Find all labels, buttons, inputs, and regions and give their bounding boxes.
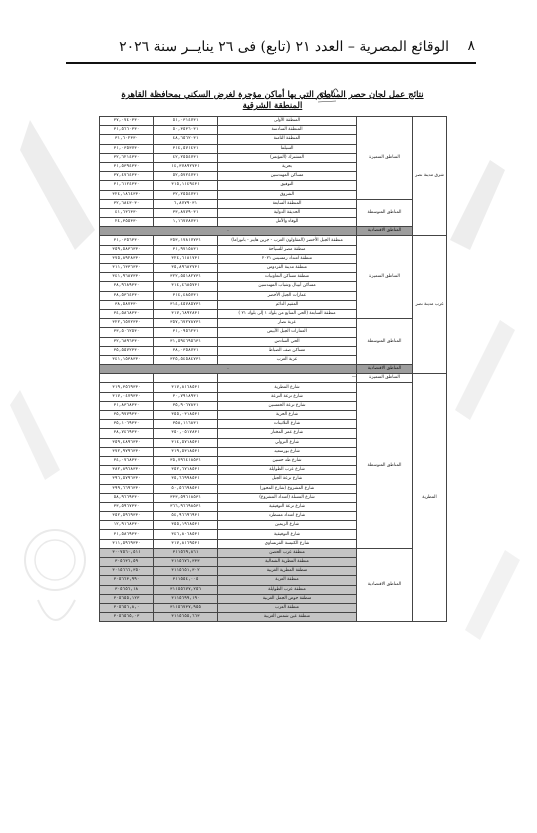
value-cell-1: ٣٥٨,١١٦٨٣١ — [154, 420, 218, 429]
value-cell-2: ٣١١,٦٣٣٦٣٣٠ — [100, 264, 154, 273]
value-cell-1: ١٤,٣٧٨٩٢٧٣١ — [154, 162, 218, 171]
area-name-cell: منطقة المطرية الغربية — [218, 567, 357, 576]
empty-cell: — — [218, 374, 357, 383]
value-cell-1: ٣١,٠٩٥٦٢٣١ — [154, 328, 218, 337]
area-type-cell: المناطق الاقتصادية — [357, 365, 413, 374]
value-cell-1: ٣١١٥٦٧٣٧,٩٥٥ — [154, 603, 218, 612]
area-name-cell: المشترك (المؤتمر) — [218, 153, 357, 162]
value-cell-2: ٣١,٦١٢٤٣٣٠ — [100, 181, 154, 190]
area-name-cell: شارع الكنيسة الفرنساوي — [218, 539, 357, 548]
area-name-cell: شارع الحرية — [218, 411, 357, 420]
table-row — [100, 236, 447, 245]
area-name-cell: مساكن أبيبال وشباب المهندسين — [218, 282, 357, 291]
value-cell-2: ٣٤,٥٨٦٨٣٣٠ — [100, 309, 154, 318]
area-name-cell: شارع الترولي — [218, 438, 357, 447]
value-cell-1: ٣١,٥٩٤٦٩٥٦٣١ — [154, 337, 218, 346]
value-cell-1: ٣١٤,٤٦٨٥٧٣١ — [154, 282, 218, 291]
separator-cell: - — [100, 227, 357, 236]
area-name-cell: شارع المطرية — [218, 383, 357, 392]
area-name-cell: منطقة عرب الطوايلة — [218, 585, 357, 594]
area-name-cell: شارع الزيمين — [218, 521, 357, 530]
value-cell-1: ٥٢,٥٧٢٤٧٣١ — [154, 172, 218, 181]
value-cell-2: ٣٠١٥٦٦٦,٣٥٠ — [100, 567, 154, 576]
value-cell-2: ٣٧,٤٧٦٤٣٣٠ — [100, 172, 154, 181]
area-name-cell: مساكن المهندسين — [218, 172, 357, 181]
area-name-cell: التوفيق — [218, 181, 357, 190]
area-name-cell: العمارات الجبل الأبيض — [218, 328, 357, 337]
area-name-cell: منطقة عين شمس الغربية — [218, 613, 357, 622]
value-cell-2: ٣٨,٩٦٨٩٣٣٠ — [100, 282, 154, 291]
area-name-cell: شارع ترعة الترعة — [218, 392, 357, 401]
value-cell-1: ٣٥,٦٦٩٩٨٥٣١ — [154, 475, 218, 484]
value-cell-1: ٣٥,٩٠٦٧٨٣١ — [154, 401, 218, 410]
value-cell-2: ٣٨,٥٨٧٣٣٠ — [100, 300, 154, 309]
value-cell-1: ٣١٤,٤٥٧٨٥٧٣١ — [154, 300, 218, 309]
value-cell-1: ٣١٩,٥٣١٨٥٣١ — [154, 447, 218, 456]
value-cell-2: ٣٤,٠٧٦٨٣٣٠ — [100, 456, 154, 465]
value-cell-1: ٣١٥,١١٤٩٤٣١ — [154, 181, 218, 190]
value-cell-1: ٣١١٥٥٤,٠٠٥ — [154, 576, 218, 585]
value-cell-2: ٣٧٢,٩٧٩٦٣٣٠ — [100, 447, 154, 456]
value-cell-2: ٢٤,٣٥٥٣٣٠ — [100, 218, 154, 227]
area-type-cell: المناطق المتوسطة — [357, 319, 413, 365]
value-cell-2: ٣٩٩,٦٦٩٦٣٣٠ — [100, 484, 154, 493]
value-cell-2: ٣٧٥,٨٩٢٨٣٣٠ — [100, 254, 154, 263]
city-cell: غرب مدينة نصر — [413, 236, 447, 374]
area-type-cell: المناطق المتوسطة — [357, 199, 413, 227]
value-cell-2: ٣٢٢,٦٥٧٢٣٣٠ — [100, 319, 154, 328]
area-name-cell: المقيم الدائم — [218, 300, 357, 309]
value-cell-2: ٣٢,٦٢١٤٣٣٠ — [100, 153, 154, 162]
value-cell-2: ٣١,٨٣٦٨٣٣٠ — [100, 401, 154, 410]
area-name-cell: منطقة حوض الجمل الغربية — [218, 594, 357, 603]
value-cell-1: ٣٨,٠٣٥٨٧٣١ — [154, 346, 218, 355]
value-cell-2: ٣٥٩,٥٨٣٦٣٣٠ — [100, 245, 154, 254]
separator-cell: - — [100, 365, 357, 374]
value-cell-1: ٣١١٥٦٥٥,٦٦٣ — [154, 613, 218, 622]
table-row — [100, 117, 447, 126]
value-cell-2: ٣٨٢,٨٩٦٨٣٣٠ — [100, 466, 154, 475]
value-cell-1: ٥٠,٣٥٣٦٠٣١ — [154, 126, 218, 135]
value-cell-1: ٣٢٤,٦١٨١٧٣١ — [154, 254, 218, 263]
value-cell-1: ١,١٦٧٧٨٧٣١ — [154, 218, 218, 227]
value-cell-2: ٣٢,٦٨٤٣٠٣٠ — [100, 199, 154, 208]
area-name-cell: عزبة العرب — [218, 355, 357, 364]
value-cell-2: ٣٠٠٧٥٦٠,٥١١ — [100, 548, 154, 557]
value-cell-2: ٣١,٦٠٢٣٣٠ — [100, 135, 154, 144]
value-cell-1: ٣٥٥,١٩٦٨٥٣١ — [154, 521, 218, 530]
value-cell-2: ٣٥,٥٥٧٢٣٣٠ — [100, 346, 154, 355]
value-cell-1: ٣٠,٧٩١٨٩٣١ — [154, 392, 218, 401]
value-cell-2: ٣١,٥٣٩٤٣٣٠ — [100, 162, 154, 171]
value-cell-2: ٣٧,٠٧٤٠٣٣٠ — [100, 117, 154, 126]
value-cell-1: ٣٦٦,٩٦٦٩٨٥٣١ — [154, 502, 218, 511]
value-cell-2: ٣٠٥٦٥٥,١٢٣ — [100, 594, 154, 603]
area-name-cell: الشروق — [218, 190, 357, 199]
area-name-cell: شارع المسلة (امتداد المشروع) — [218, 493, 357, 502]
value-cell-2: ٣٨,٥٣٦٤٣٣٠ — [100, 291, 154, 300]
area-name-cell: السيلما — [218, 144, 357, 153]
value-cell-2: ٣١٩,٣٥٦٩٣٣٠ — [100, 383, 154, 392]
area-name-cell: منطقة المطرية الشمالية — [218, 558, 357, 567]
header-divider — [66, 62, 476, 64]
city-cell: المطرية — [413, 374, 447, 622]
value-cell-2: ٣٩٦,٥٧٩٦٣٣٠ — [100, 475, 154, 484]
area-name-cell: شارع ترعة التوفيقية — [218, 502, 357, 511]
value-cell-1: ٣٥٢,٦٧١٨٥٣١ — [154, 466, 218, 475]
value-cell-1: ٣٢٢,٥٥١٨٢٧٣١ — [154, 273, 218, 282]
value-cell-2: ٣٣,٥٠٦٢٥٣٠ — [100, 328, 154, 337]
area-name-cell: شارع طه حسين — [218, 456, 357, 465]
value-cell-1: ٣١١٥٦٧٦,٣٣٣ — [154, 558, 218, 567]
value-cell-1: ٣١,٩٧١٥٨٣١ — [154, 245, 218, 254]
area-name-cell: منطقة عرب الحصن — [218, 548, 357, 557]
area-name-cell: منطقة الجبل الأخضر (المقاولون العرب - جرين هايتز - بانوراما) — [218, 236, 357, 245]
area-name-cell: المنطقة الثامنة — [218, 135, 357, 144]
area-type-cell: المناطق المتميزة — [357, 236, 413, 319]
value-cell-2: ٣٤١,١٥٣٨٣٣٠ — [100, 355, 154, 364]
area-name-cell: الحي السادس — [218, 337, 357, 346]
value-cell-2: ١٢,٩١٦٨٣٣٠ — [100, 521, 154, 530]
area-name-cell: المنطقة السابعة — [218, 199, 357, 208]
value-cell-2: ٣١,٠٣٥٣٧٣٠ — [100, 144, 154, 153]
value-cell-1: ٣١٤,٥٧١٨٥٣١ — [154, 438, 218, 447]
empty-row — [100, 374, 447, 383]
area-name-cell: شارع عرب الطوايلة — [218, 466, 357, 475]
page-header — [70, 38, 475, 60]
separator-row — [100, 227, 447, 236]
area-name-cell: شارع عمر المختار — [218, 429, 357, 438]
value-cell-2: ٣٠٥٦٦٣,٩٩٠ — [100, 576, 154, 585]
value-cell-1: ٣١١٥٦٩,٨٦١ — [154, 548, 218, 557]
value-cell-1: ٣٢٥,٥٤٥٨٤٧٣١ — [154, 355, 218, 364]
area-name-cell: شارع امتداد مسطرد — [218, 512, 357, 521]
value-cell-1: ٣٣٣,٥٩٦١٨٥٣١ — [154, 493, 218, 502]
value-cell-2: ٣١٧,٠٤٧٩٣٣٠ — [100, 392, 154, 401]
value-cell-1: ٤٨,٦٥٦٢٠٣١ — [154, 135, 218, 144]
value-cell-2: ٣١١,٥٩٦٩٣٣٠ — [100, 539, 154, 548]
value-cell-2: ٣٠٥٦٥٦,٨,٠ — [100, 603, 154, 612]
area-name-cell: بحرية — [218, 162, 357, 171]
blank-cell — [100, 374, 154, 383]
value-cell-1: ٣٥٥,٠٣١٨٥٣١ — [154, 411, 218, 420]
area-name-cell: شارع ترعة الخمسين — [218, 401, 357, 410]
value-cell-1: ٣١١٥٦٩٩,١٩٠ — [154, 594, 218, 603]
value-cell-1: ٣٤٦,٨٠٦٨٥٣١ — [154, 530, 218, 539]
area-name-cell: منطقة مساكن التعاونيات — [218, 273, 357, 282]
area-name-cell: منطقة السابعة (الحي السابع من بلوك ١ إلى بلوك ٢١ ) — [218, 309, 357, 318]
value-cell-2: ٣٥٩,٤٨٩٦٣٣٠ — [100, 438, 154, 447]
area-name-cell: المنطقة الأولى — [218, 117, 357, 126]
value-cell-2: ٣٢,٦٨٩٦٣٣٠ — [100, 337, 154, 346]
table-row — [100, 548, 447, 557]
value-cell-2: ٣٤١,٩٦٨٧٣٣٠ — [100, 273, 154, 282]
value-cell-1: ٣١١٥٥٦٧٧,٢٥٦ — [154, 585, 218, 594]
page-number: ٨ — [467, 38, 475, 54]
value-cell-1: ٣٣,٨٧٧٩٠٣١ — [154, 208, 218, 217]
area-name-cell: شارع ترعة الجبل — [218, 475, 357, 484]
city-cell: شرق مدينة نصر — [413, 117, 447, 236]
value-cell-2: ٣١,٥٨٦٩٣٣٠ — [100, 530, 154, 539]
value-cell-1: ٣١٧,٨١٦٩٥٣١ — [154, 539, 218, 548]
value-cell-1: ٤٢,٢٥٥٤٧٣١ — [154, 153, 218, 162]
value-cell-1: ٣٥٧,٦٧٢٧٨٧٣١ — [154, 319, 218, 328]
area-name-cell: شارع المشروع (شارع المحور) — [218, 484, 357, 493]
value-cell-2: ٣٥,٩٧٧٩٣٣٠ — [100, 411, 154, 420]
document-title: نتائج عمل لجان حصر المناطق التي بها أماكن مؤجرة لغرض السكني بمحافظة القاهرة — [121, 90, 424, 100]
value-cell-2: ٣١,٥٦٦٠٣٣٠ — [100, 126, 154, 135]
area-name-cell: منطقة مصر للسياحة — [218, 245, 357, 254]
value-cell-1: ٥١,٠٣١٤٧٣١ — [154, 117, 218, 126]
area-type-cell: المناطق المتميزة — [357, 374, 413, 383]
area-name-cell: شارع التوفيقية — [218, 530, 357, 539]
area-name-cell: منطقة العزب — [218, 603, 357, 612]
value-cell-1: ٦,٨٧٧٩٠٣١ — [154, 199, 218, 208]
value-cell-2: ٥٨,٩٦٦٩٣٣٠ — [100, 493, 154, 502]
value-cell-2: ٣٣,٥٩٦٧٣٣٠ — [100, 502, 154, 511]
value-cell-1: ٥٠,٥٦٦٩٨٥٣١ — [154, 484, 218, 493]
area-name-cell: شارع الثلاثينات — [218, 420, 357, 429]
value-cell-1: ٣٥,٧٩٦٤١٨٥٣١ — [154, 456, 218, 465]
area-type-cell: المناطق المتوسطة — [357, 383, 413, 548]
table-row — [100, 199, 447, 208]
value-cell-1: ٣١٤,٤٨٥٧٣١ — [154, 291, 218, 300]
value-cell-1: ٣١١٥٦٥١,٣٠٢ — [154, 567, 218, 576]
value-cell-2: ٣٥,١٠٦٩٣٣٠ — [100, 420, 154, 429]
blank-cell — [154, 374, 218, 383]
value-cell-2: ٣٥٢,٥٩٦٩٣٣٠ — [100, 512, 154, 521]
area-name-cell: منطقة امتداد رمسيس ٢٠٢١ — [218, 254, 357, 263]
value-cell-2: ٣١,٠٣٥٦٣٣٠ — [100, 236, 154, 245]
value-cell-2: ٣٨,٧٤٦٩٣٣٠ — [100, 429, 154, 438]
area-type-cell: المناطق الاقتصادية — [357, 227, 413, 236]
value-cell-2: ٣٠٥٦٣٦,٥٩ — [100, 558, 154, 567]
table-row — [100, 383, 447, 392]
area-name-cell: عزبة نصار — [218, 319, 357, 328]
separator-row — [100, 365, 447, 374]
area-name-cell: شارع بورسعيد — [218, 447, 357, 456]
area-name-cell: الحديقة الدولية — [218, 208, 357, 217]
value-cell-2: ٣٠٥٦٥٦٥,٠٣ — [100, 613, 154, 622]
value-cell-1: ٣٥٣,١٧٨١٧٧٣١ — [154, 236, 218, 245]
table-row — [100, 319, 447, 328]
value-cell-2: ٣٢٤,١٨٦٤٣٣٠ — [100, 190, 154, 199]
value-cell-1: ٣١٤,٥٧١٤٣١ — [154, 144, 218, 153]
area-name-cell: منطقة مدينة الفردوس — [218, 264, 357, 273]
value-cell-2: ٣٠٥٦٥٦,١٨ — [100, 585, 154, 594]
value-cell-1: ٣١٧,٨١٦٨٥٣١ — [154, 383, 218, 392]
value-cell-1: ٣٥,٨٩٦٨٢٧٣١ — [154, 264, 218, 273]
value-cell-2: ٤١,٦٣٦٣٣٠ — [100, 208, 154, 217]
value-cell-1: ٣٥٠,٠٥١٧٨٣١ — [154, 429, 218, 438]
area-name-cell: مساكن صف الضباط — [218, 346, 357, 355]
gazette-header-title: الوقائع المصرية – العدد ٢١ (تابع) فى ٢٦ ينايــر سنة ٢٠٢٦ — [119, 39, 449, 55]
document-title-block — [100, 90, 445, 112]
area-name-cell: الوفاء والأمل — [218, 218, 357, 227]
value-cell-1: ٣٢,٢٥٥٤٧٣١ — [154, 190, 218, 199]
area-name-cell: المنطقة السادسة — [218, 126, 357, 135]
document-subtitle: المنطقة الشرقية — [242, 101, 303, 111]
value-cell-1: ٣١٧,٦٨٩٢٨٣١ — [154, 309, 218, 318]
area-type-cell: المناطق المتميزة — [357, 117, 413, 200]
area-name-cell: عمارات الجبل الأخضر — [218, 291, 357, 300]
areas-table — [99, 116, 447, 622]
value-cell-1: ٥٤,٩٦٦٩٦٩٣١ — [154, 512, 218, 521]
area-type-cell: المناطق الاقتصادية — [357, 548, 413, 622]
area-name-cell: منطقة العزبة — [218, 576, 357, 585]
